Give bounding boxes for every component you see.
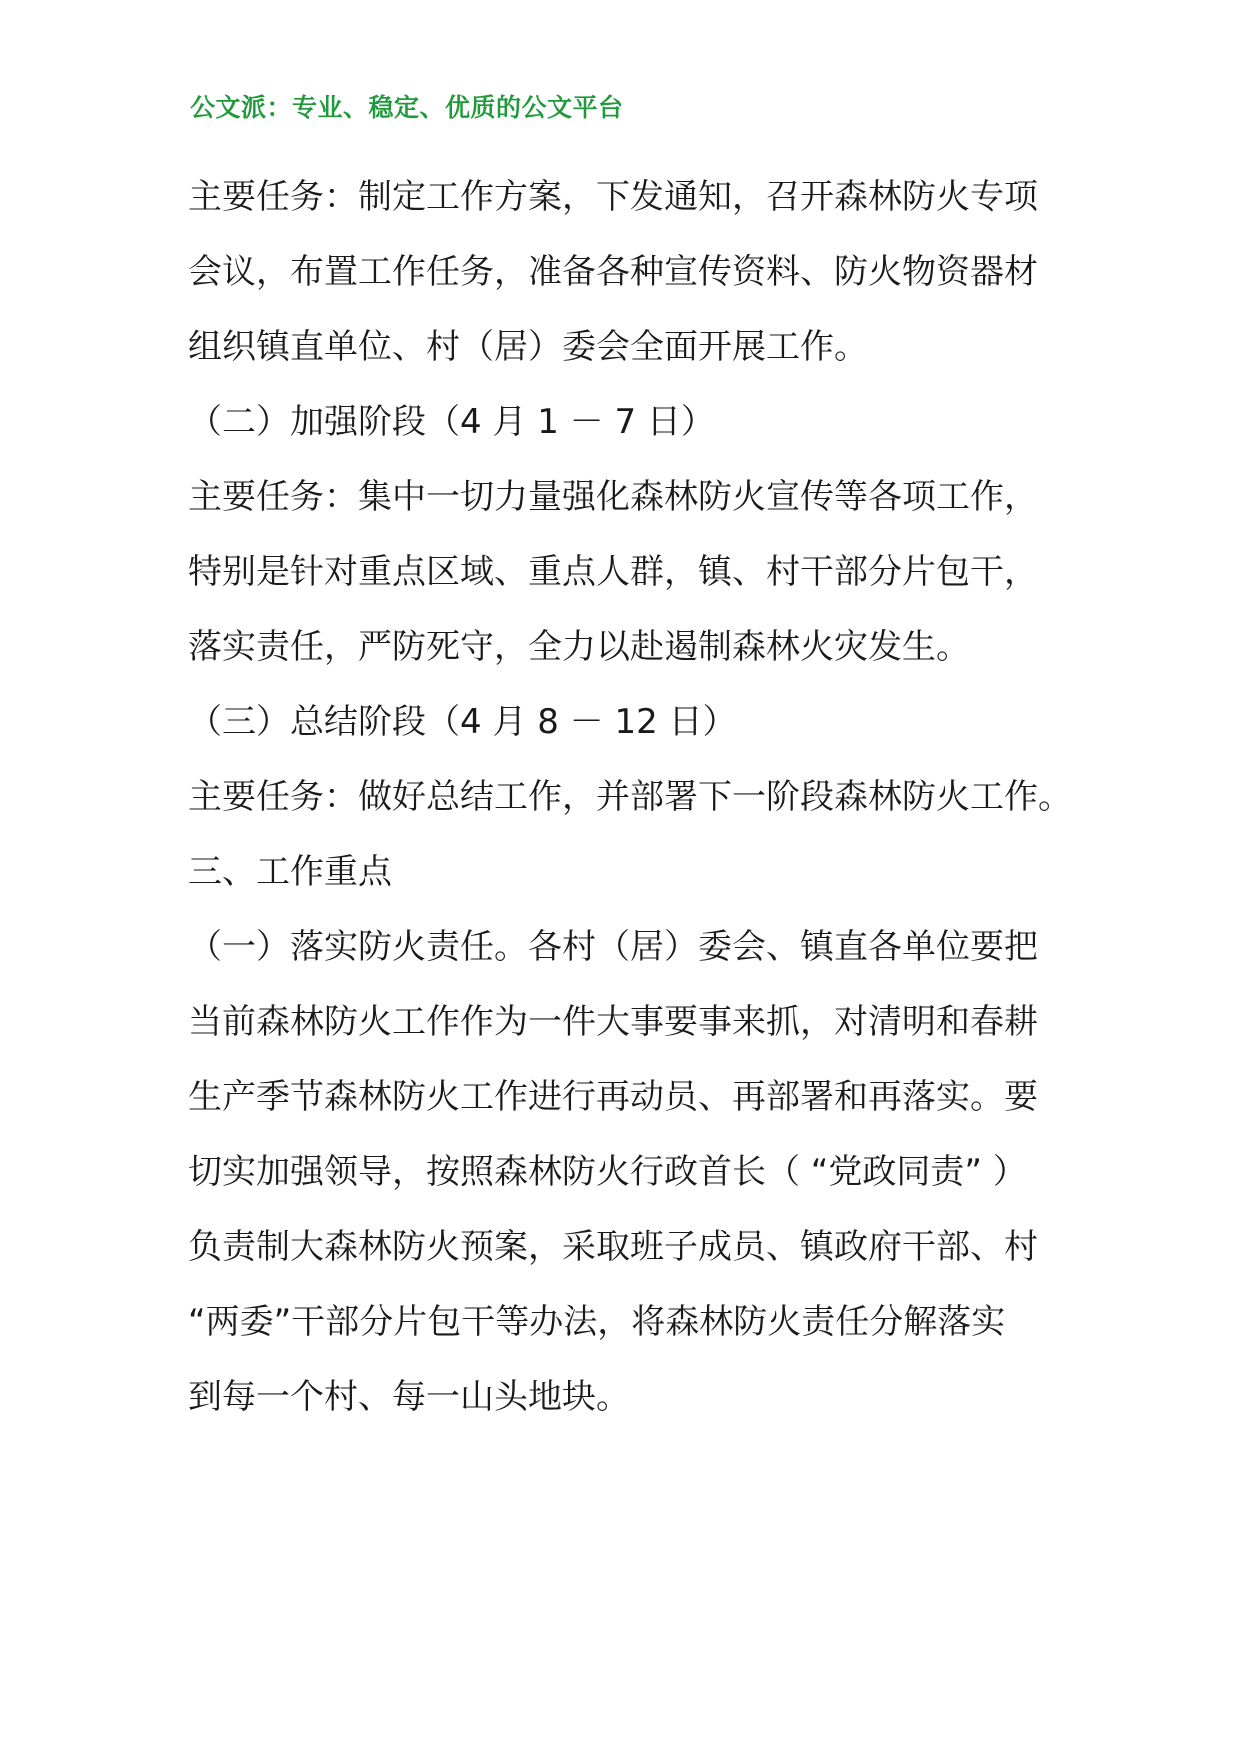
text-line: 当前森林防火工作作为一件大事要事来抓，对清明和春耕	[188, 1002, 1038, 1042]
text-line: 主要任务：做好总结工作，并部署下一阶段森林防火工作。	[188, 777, 1072, 817]
text-line: 切实加强领导，按照森林防火行政首长（ “党政同责” ）	[188, 1152, 1027, 1192]
text-line: 主要任务：制定工作方案，下发通知，召开森林防火专项	[188, 177, 1038, 217]
text-line: 会议，布置工作任务，准备各种宣传资料、防火物资器材	[188, 252, 1038, 292]
site-header-banner: 公文派：专业、稳定、优质的公文平台	[190, 93, 624, 122]
section-heading-work-focus: 三、工作重点	[188, 852, 392, 892]
text-line: 生产季节森林防火工作进行再动员、再部署和再落实。要	[188, 1077, 1038, 1117]
document-body	[188, 160, 1072, 1435]
text-line: （一）落实防火责任。各村（居）委会、镇直各单位要把	[188, 927, 1038, 967]
text-line: “两委”干部分片包干等办法，将森林防火责任分解落实	[188, 1302, 1006, 1342]
section-heading-stage-3: （三）总结阶段（4 月 8 － 12 日）	[188, 702, 737, 742]
text-line: 到每一个村、每一山头地块。	[188, 1377, 630, 1417]
text-line: 主要任务：集中一切力量强化森林防火宣传等各项工作，	[188, 477, 1038, 517]
text-line: 特别是针对重点区域、重点人群，镇、村干部分片包干，	[188, 552, 1038, 592]
text-line: 落实责任，严防死守，全力以赴遏制森林火灾发生。	[188, 627, 970, 667]
section-heading-stage-2: （二）加强阶段（4 月 1 － 7 日）	[188, 402, 715, 442]
text-line: 负责制大森林防火预案，采取班子成员、镇政府干部、村	[188, 1227, 1038, 1267]
text-line: 组织镇直单位、村（居）委会全面开展工作。	[188, 327, 868, 367]
